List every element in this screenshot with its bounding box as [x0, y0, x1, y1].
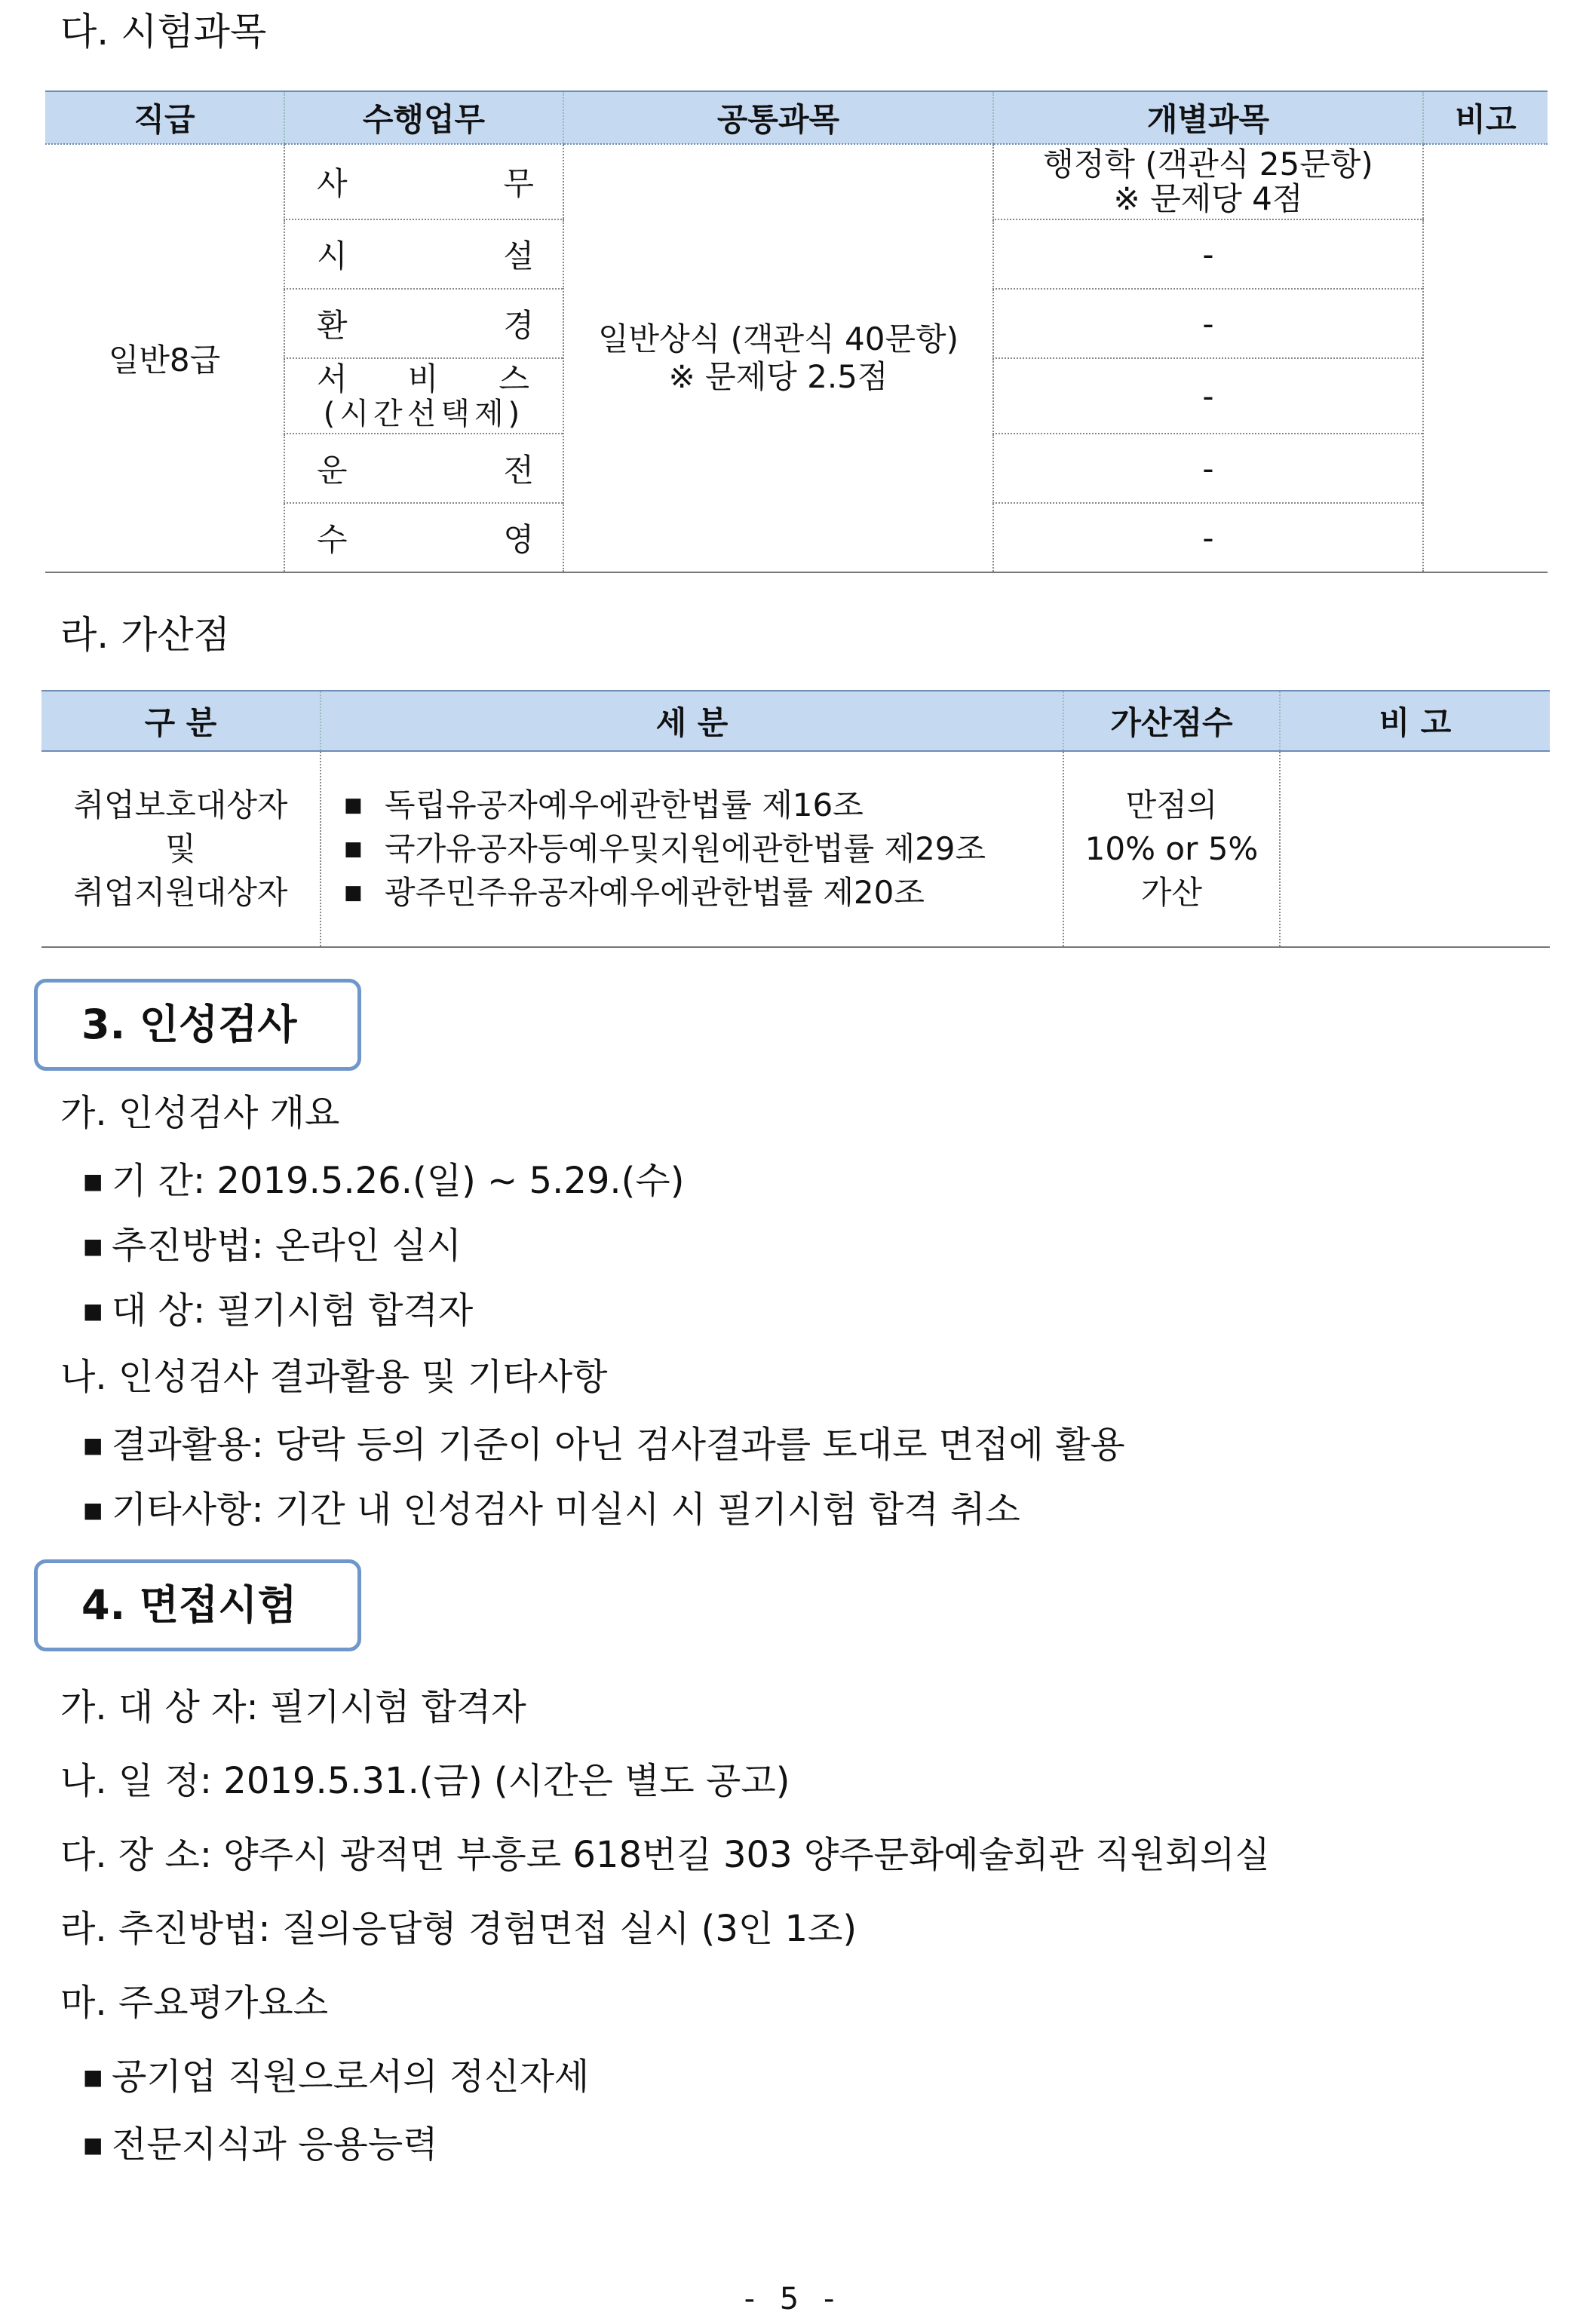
header-category: 구 분 — [41, 691, 321, 751]
common-subject-cell: 일반상식 (객관식 40문항) ※ 문제당 2.5점 — [563, 144, 993, 572]
list-item: ■ 추진방법: 온라인 실시 — [83, 1225, 462, 1267]
individual-subject-cell: - — [993, 434, 1423, 503]
individual-subject-cell: 행정학 (객관식 25문항) ※ 문제당 4점 — [993, 144, 1423, 219]
list-item: ■ 결과활용: 당락 등의 기준이 아닌 검사결과를 토대로 면접에 활용 — [83, 1424, 1125, 1466]
duty-cell: 환 경 — [284, 289, 563, 358]
section-title-personality-test: 3. 인성검사 — [34, 979, 361, 1071]
duty-cell: 사 무 — [284, 144, 563, 219]
interview-evaluation: 마. 주요평가요소 — [60, 1982, 329, 2024]
list-item: ■ 공기업 직원으로서의 정신자세 — [83, 2056, 590, 2098]
header-bonus-score: 가산점수 — [1063, 691, 1280, 751]
header-detail: 세 분 — [321, 691, 1063, 751]
interview-location: 다. 장 소: 양주시 광적면 부흥로 618번길 303 양주문화예술회관 직원회의실 — [60, 1834, 1270, 1876]
duty-cell: 수 영 — [284, 503, 563, 572]
header-grade: 직급 — [45, 91, 284, 144]
duty-cell: 운 전 — [284, 434, 563, 503]
interview-schedule: 나. 일 정: 2019.5.31.(금) (시간은 별도 공고) — [60, 1760, 790, 1802]
list-item: ■ 기타사항: 기간 내 인성검사 미실시 시 필기시험 합격 취소 — [83, 1489, 1020, 1531]
subheading-overview: 가. 인성검사 개요 — [60, 1092, 340, 1134]
page-number: - 5 - — [744, 2282, 842, 2316]
table-header-row — [41, 691, 1550, 751]
header-remarks: 비고 — [1423, 91, 1548, 144]
category-cell: 취업보호대상자 및 취업지원대상자 — [41, 751, 321, 947]
detail-cell — [321, 751, 1063, 947]
table-row — [41, 751, 1550, 947]
list-item: ■ 국가유공자등예우및지원에관한법률 제29조 — [344, 830, 986, 867]
header-individual-subject: 개별과목 — [993, 91, 1423, 144]
bonus-points-table — [41, 690, 1550, 948]
section-title-interview: 4. 면접시험 — [34, 1559, 361, 1651]
section-heading-bonus-points: 라. 가산점 — [60, 613, 230, 657]
header-common-subject: 공통과목 — [563, 91, 993, 144]
list-item: ■ 전문지식과 응용능력 — [83, 2123, 438, 2166]
duty-cell: 서 비 스 (시간선택제) — [284, 358, 563, 434]
list-item: ■ 기 간: 2019.5.26.(일) ~ 5.29.(수) — [83, 1160, 685, 1202]
bonus-score-cell: 만점의 10% or 5% 가산 — [1063, 751, 1280, 947]
remarks-cell — [1280, 751, 1550, 947]
subheading-result-usage: 나. 인성검사 결과활용 및 기타사항 — [60, 1356, 608, 1398]
individual-subject-cell: - — [993, 358, 1423, 434]
list-item: ■ 광주민주유공자예우에관한법률 제20조 — [344, 874, 925, 911]
grade-cell: 일반8급 — [45, 144, 284, 572]
remarks-cell — [1423, 144, 1548, 572]
individual-subject-cell: - — [993, 503, 1423, 572]
table-header-row — [45, 91, 1548, 144]
table-row — [45, 144, 1548, 219]
individual-subject-cell: - — [993, 219, 1423, 289]
individual-subject-cell: - — [993, 289, 1423, 358]
interview-target: 가. 대 상 자: 필기시험 합격자 — [60, 1686, 526, 1728]
section-heading-exam-subjects: 다. 시험과목 — [60, 10, 267, 54]
list-item: ■ 독립유공자예우에관한법률 제16조 — [344, 786, 864, 823]
interview-method: 라. 추진방법: 질의응답형 경험면접 실시 (3인 1조) — [60, 1908, 857, 1950]
exam-subjects-table — [45, 90, 1548, 573]
list-item: ■ 대 상: 필기시험 합격자 — [83, 1289, 474, 1332]
duty-cell: 시 설 — [284, 219, 563, 289]
header-duty: 수행업무 — [284, 91, 563, 144]
header-remarks: 비 고 — [1280, 691, 1550, 751]
